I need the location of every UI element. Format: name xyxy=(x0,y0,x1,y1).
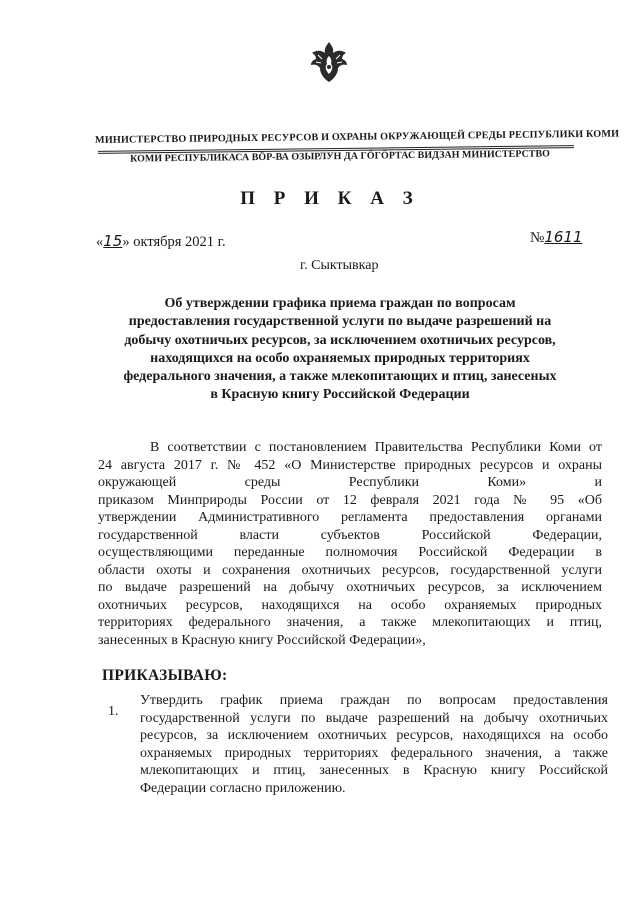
preamble-line: утверждении Административного регламента предоставления органами xyxy=(98,510,602,525)
preamble-line: области охоты и сохранения охотничьих ресурсов, государственной услуги xyxy=(98,562,602,578)
komi-coat-of-arms-icon xyxy=(308,40,350,84)
preamble-line: окружающей среды Республики Коми» и xyxy=(98,475,602,490)
preamble-paragraph xyxy=(98,439,602,649)
preamble-line: территориях федерального значения, а также млекопитающих и птиц, xyxy=(98,615,602,630)
subject-line: добычу охотничьих ресурсов, за исключением охотничьих ресурсов, xyxy=(124,332,556,348)
document-title: П Р И К А З xyxy=(240,188,420,209)
order-item-line: охраняемых природных территориях федерального значения, а также xyxy=(140,745,608,761)
preamble-line: В соответствии с постановлением Правительства Республики Коми от xyxy=(150,440,602,455)
subject-line: Об утверждении графика приема граждан по вопросам xyxy=(164,296,516,311)
order-item-line: ресурсов, за исключением охотничьих ресурсов, находящихся на особо xyxy=(140,728,608,743)
date-rest: » октября 2021 г. xyxy=(122,234,226,250)
preamble-line: занесенных в Красную книгу Российской Федерации», xyxy=(98,632,426,648)
date-day-handwritten: 15 xyxy=(103,232,123,250)
subject-line: в Красную книгу Российской Федерации xyxy=(210,387,470,403)
order-item-line: млекопитающих и птиц, занесенных в Красную книгу Российской xyxy=(140,763,608,778)
order-item-line: Утвердить график приема граждан по вопросам предоставления xyxy=(140,693,608,708)
preamble-line: по выдаче разрешений на добычу охотничьих ресурсов, за исключением xyxy=(98,580,602,595)
preamble-line: приказом Минприроды России от 12 февраля 2021 года № 95 «Об xyxy=(98,492,602,508)
preamble-line: государственной власти субъектов Российской Федерации, xyxy=(98,527,602,543)
preamble-line: 24 августа 2017 г. № 452 «О Министерстве природных ресурсов и охраны xyxy=(98,457,602,473)
date-prefix: « xyxy=(96,234,104,250)
document-date xyxy=(96,232,226,251)
document-city: г. Сыктывкар xyxy=(300,258,379,273)
subject-line: предоставления государственной услуги по выдаче разрешений на xyxy=(128,314,552,330)
order-item-line: Федерации согласно приложению. xyxy=(140,780,346,796)
preamble-line: охотничьих ресурсов, находящихся на особо охраняемых природных xyxy=(98,597,602,613)
document-subject xyxy=(100,295,580,405)
document-number xyxy=(530,228,583,247)
number-sign: № xyxy=(530,230,545,246)
ministry-name-komi: КОМИ РЕСПУБЛИКАСА ВӦР-ВА ОЗЫРЛУН ДА ГӦГӦРТАС ВИДЗАН МИНИСТЕРСТВО xyxy=(130,148,550,165)
order-item-text xyxy=(140,692,608,797)
order-item-line: государственной услуги по выдаче разрешений на добычу охотничьих xyxy=(140,710,608,726)
ministry-name-russian: МИНИСТЕРСТВО ПРИРОДНЫХ РЕСУРСОВ И ОХРАНЫ ОКРУЖАЮЩЕЙ СРЕДЫ РЕСПУБЛИКИ КОМИ xyxy=(94,128,620,146)
preamble-line: осуществляющими переданные полномочия Российской Федерации в xyxy=(98,545,602,560)
order-item-number: 1. xyxy=(108,704,119,719)
number-value-handwritten: 1611 xyxy=(544,228,583,246)
order-heading: ПРИКАЗЫВАЮ: xyxy=(102,667,228,684)
subject-line: федерального значения, а также млекопитающих и птиц, занесеных xyxy=(123,369,557,385)
subject-line: находящихся на особо охраняемых природных территориях xyxy=(150,350,530,366)
